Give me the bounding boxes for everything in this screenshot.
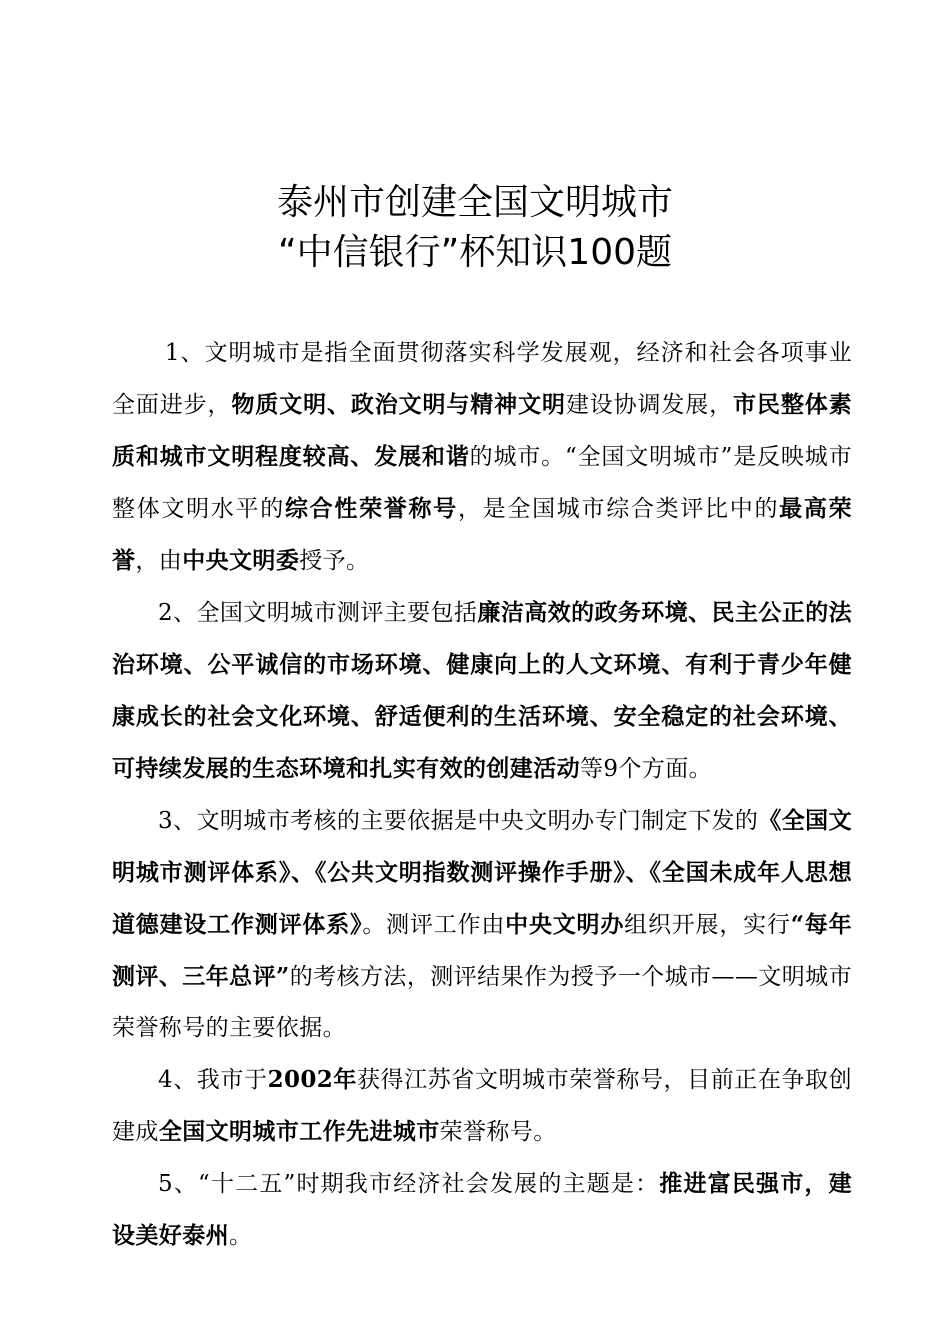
paragraph-text: 授予。 — [299, 548, 370, 574]
paragraph-text-bold: 市民整体素质和城市文明程度较高、发展和谐 — [112, 391, 852, 470]
paragraph-text-bold: 物质文明、政治文明与精神文明 — [231, 391, 566, 418]
paragraph-text: 获得江苏省文明城市荣誉称号，目前正在争取创建成 — [112, 1067, 853, 1145]
paragraph-text: 建设协调发展， — [565, 392, 734, 418]
paragraph-text: 。测评工作由 — [362, 912, 506, 938]
paragraph-text-bold: 最高荣誉 — [112, 495, 852, 574]
paragraph-text-bold: 廉洁高效的政务环境、民主公正的法治环境、公平诚信的市场环境、健康向上的人文环境、有利于青少年健康成长的社会文化环境、舒适便利的生活环境、安全稳定的社会环境、可持续发展的生态环境和扎实有效的创建活动 — [112, 599, 853, 782]
paragraph-text-bold: 2002年 — [267, 1066, 357, 1093]
paragraph-text-bold: 《全国文明城市测评体系》、《公共文明指数测评操作手册》、《全国未成年人思想道德建设工作测评体系》 — [112, 807, 852, 938]
paragraph-text: 的考核方法，测评结果作为授予一个城市——文明城市荣誉称号的主要依据。 — [112, 964, 852, 1041]
paragraph-text: 3、文明城市考核的主要依据是中央文明办专门制定下发的 — [158, 808, 759, 834]
paragraph-2 — [112, 587, 852, 795]
title-line-2: “中信银行”杯知识100题 — [277, 232, 672, 273]
paragraph-3 — [112, 795, 852, 1054]
paragraph-text: 荣誉称号。 — [439, 1119, 557, 1145]
paragraph-text: ，是全国城市综合类评比中的 — [457, 496, 780, 522]
paragraph-1 — [112, 328, 852, 587]
paragraph-text: 5、“十二五”时期我市经济社会发展的主题是： — [158, 1171, 660, 1197]
paragraph-text: 等9个方面。 — [580, 756, 713, 782]
paragraph-text: 组织开展，实行 — [624, 912, 791, 938]
paragraph-4 — [112, 1054, 852, 1158]
paragraph-text-bold: 中央文明委 — [182, 547, 300, 574]
paragraph-text-bold: 综合性荣誉称号 — [284, 495, 458, 522]
paragraph-5 — [112, 1158, 852, 1262]
paragraph-text: ，由 — [135, 548, 183, 574]
paragraph-text: 4、我市于 — [158, 1067, 268, 1093]
paragraph-text: 1、文明城市是指全面贯彻落实科学发展观，经济和社会各项事业全面进步， — [112, 340, 852, 418]
paragraph-text: 的城市。“全国文明城市”是反映城市整体文明水平的 — [112, 444, 852, 522]
paragraph-text-bold: 全国文明城市工作先进城市 — [158, 1118, 440, 1145]
title-line-1: 泰州市创建全国文明城市 — [276, 182, 673, 223]
paragraph-text: 。 — [229, 1223, 253, 1249]
paragraph-text-bold: 中央文明办 — [505, 911, 625, 938]
paragraph-text-bold: “每年测评、三年总评” — [112, 911, 852, 990]
paragraph-text: 2、全国文明城市测评主要包括 — [158, 600, 478, 626]
document-body — [112, 328, 852, 1262]
paragraph-text-bold: 推进富民强市，建设美好泰州 — [112, 1170, 852, 1249]
document-title — [0, 178, 950, 278]
